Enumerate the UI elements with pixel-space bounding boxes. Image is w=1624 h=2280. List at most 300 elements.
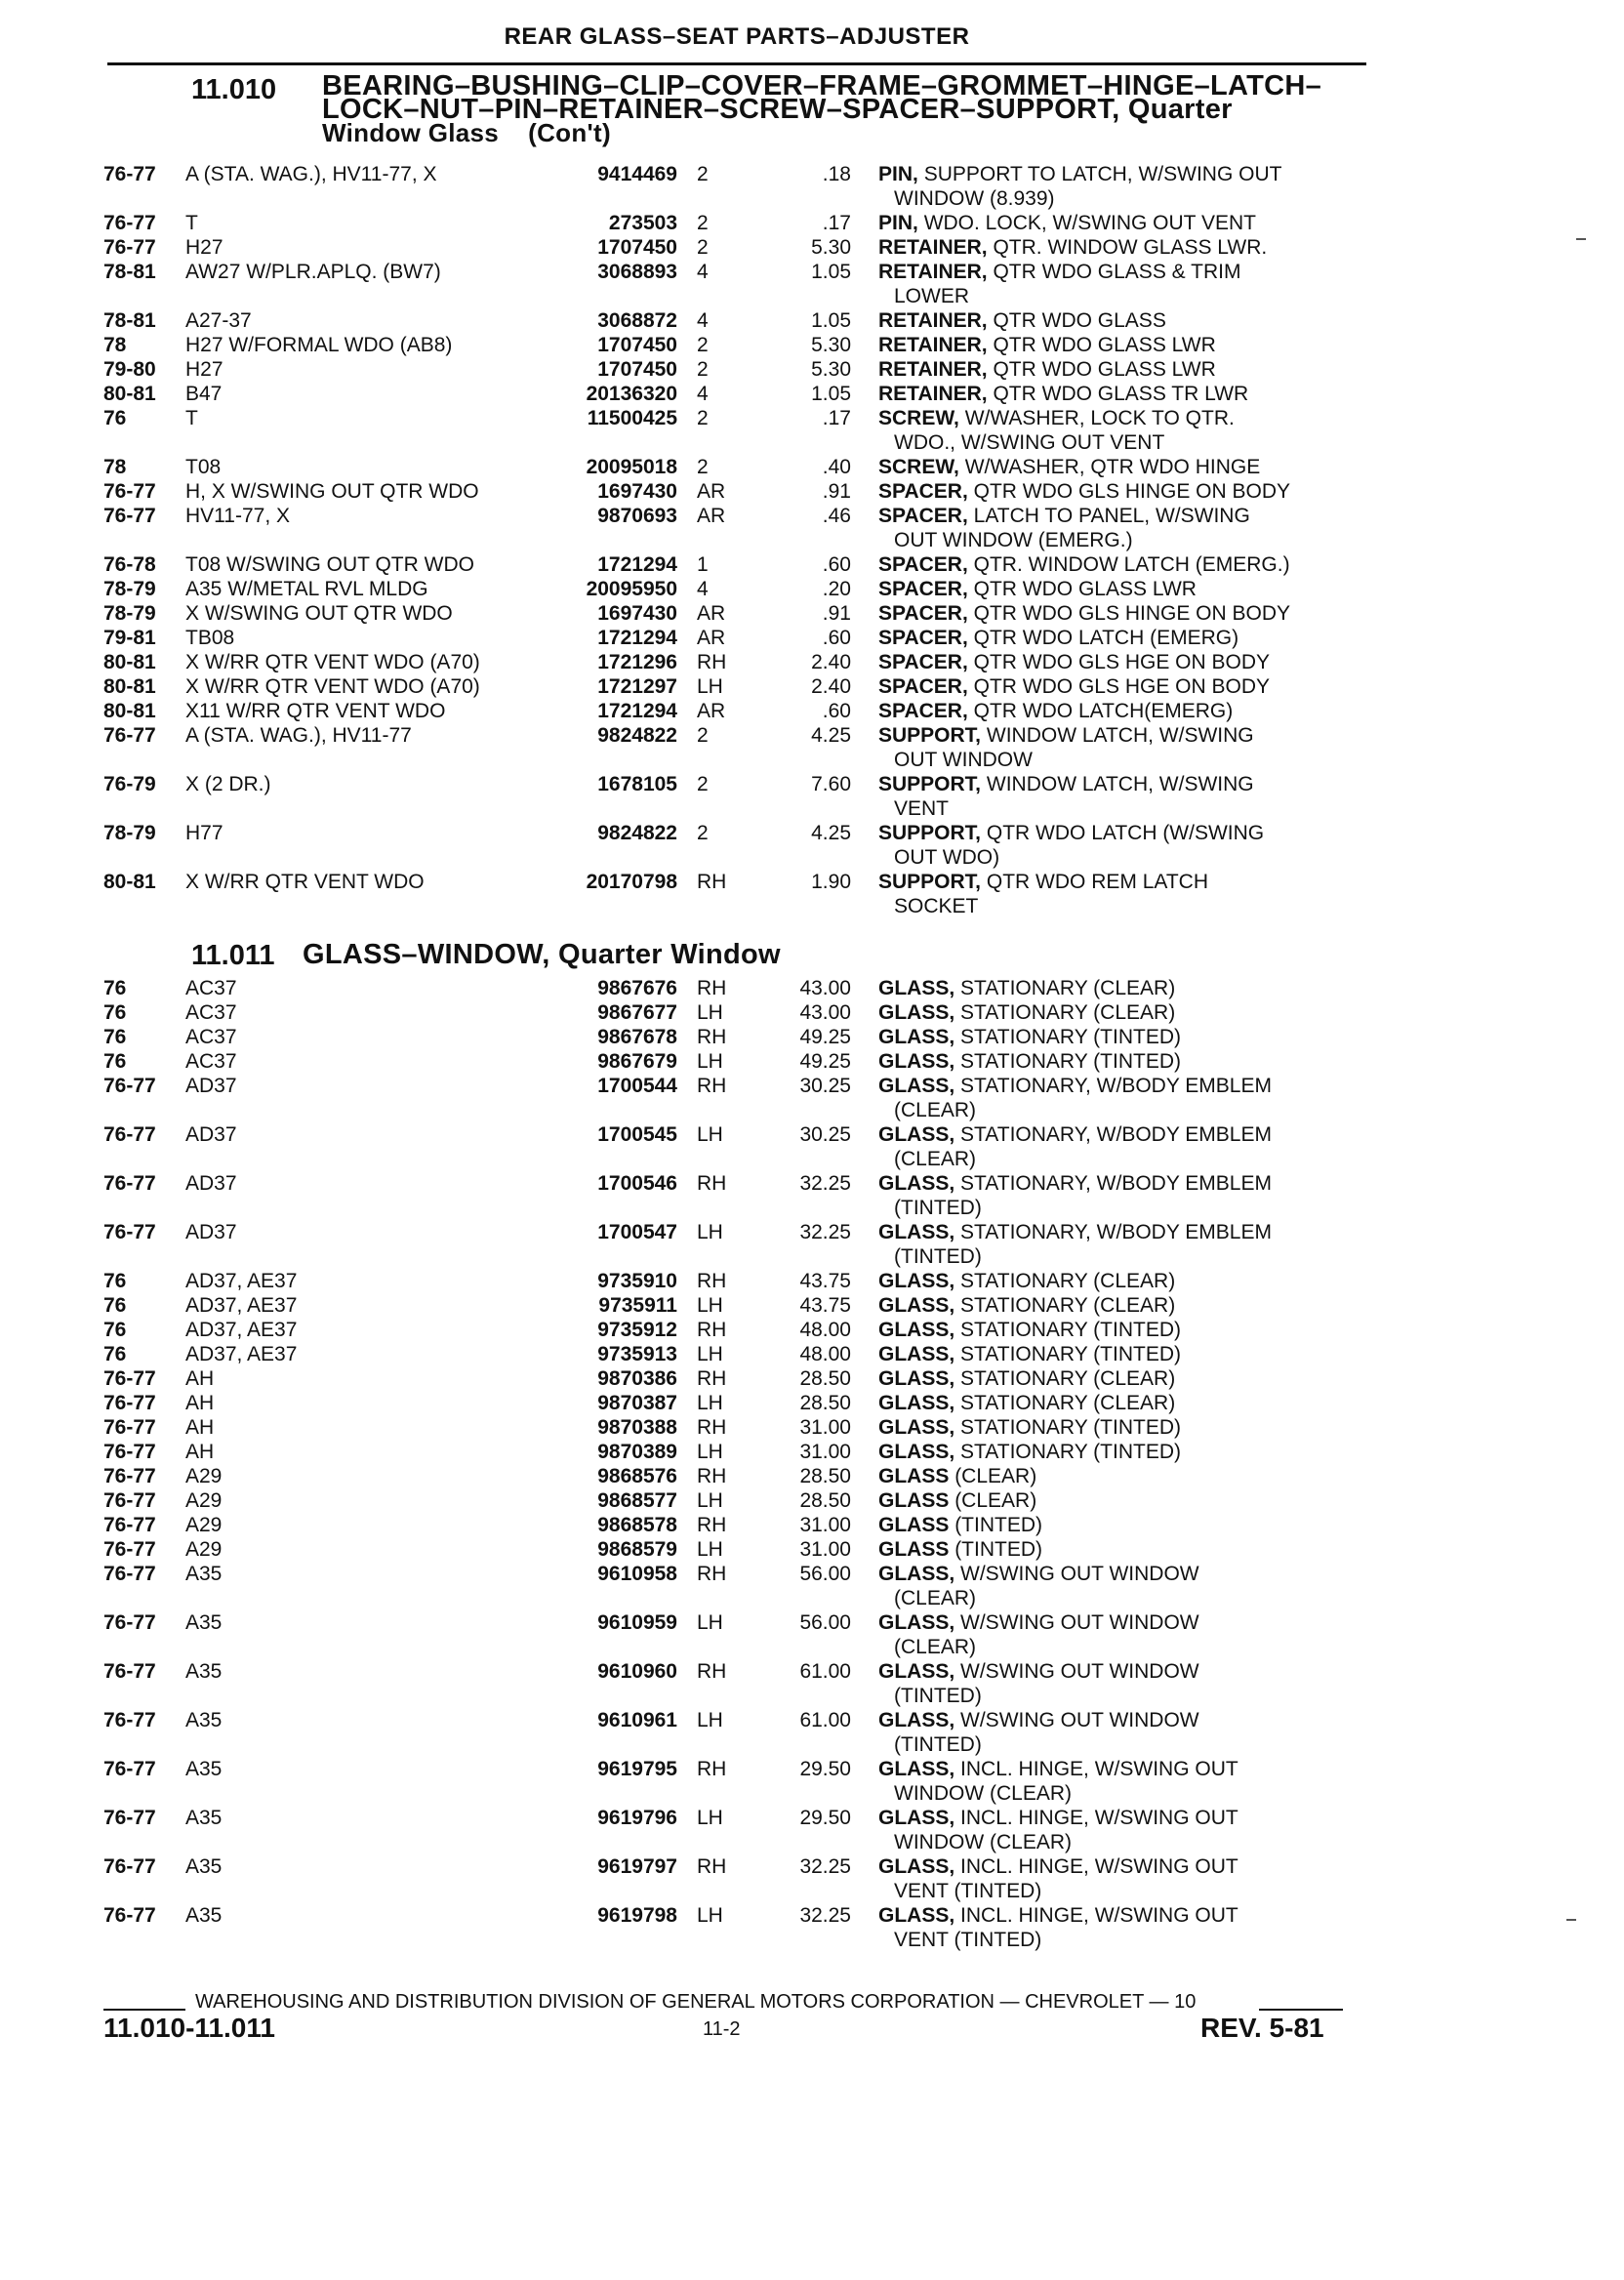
price-cell: 61.00	[799, 1709, 851, 1731]
year-cell: 76-77	[103, 1538, 156, 1561]
description-cell	[878, 1293, 1357, 1318]
year-cell: 79-80	[103, 358, 156, 381]
part-description: INCL. HINGE, W/SWING OUT	[960, 1758, 1238, 1780]
footer-revision: REV. 5-81	[1200, 2013, 1324, 2043]
price-cell: .60	[822, 553, 851, 576]
description-cell	[878, 1488, 1357, 1513]
part-description: STATIONARY, W/BODY EMBLEM	[960, 1172, 1272, 1195]
part-description: QTR WDO GLS HGE ON BODY	[973, 651, 1271, 673]
description-cell	[878, 1903, 1357, 1952]
part-name: GLASS,	[878, 1221, 955, 1243]
part-number-cell: 1707450	[597, 236, 677, 259]
part-number-cell: 9610961	[597, 1709, 677, 1731]
part-name: SPACER,	[878, 578, 968, 600]
price-cell: 48.00	[799, 1319, 851, 1341]
price-cell: 43.00	[799, 977, 851, 999]
model-cell: A (STA. WAG.), HV11-77, X	[185, 163, 437, 185]
part-name: PIN,	[878, 163, 918, 185]
price-cell: 28.50	[799, 1367, 851, 1390]
part-description: STATIONARY, W/BODY EMBLEM	[960, 1075, 1272, 1097]
part-name: RETAINER,	[878, 383, 988, 405]
description-cell	[878, 308, 1357, 333]
model-cell: AC37	[185, 1026, 237, 1048]
description-continuation: (TINTED)	[894, 1733, 982, 1756]
model-cell: X11 W/RR QTR VENT WDO	[185, 700, 446, 722]
model-cell: H77	[185, 822, 223, 844]
model-cell: B47	[185, 383, 223, 405]
part-description: (CLEAR)	[954, 1489, 1037, 1512]
header-rule	[107, 62, 1366, 65]
part-number-cell: 1707450	[597, 358, 677, 381]
description-cell	[878, 650, 1357, 674]
part-number-cell: 20095950	[586, 578, 677, 600]
quantity-cell: RH	[697, 1075, 727, 1097]
part-number-cell: 1678105	[597, 773, 677, 795]
year-cell: 76-77	[103, 1367, 156, 1390]
quantity-cell: RH	[697, 651, 727, 673]
part-number-cell: 9619797	[597, 1855, 677, 1878]
part-name: GLASS,	[878, 1367, 955, 1390]
part-description: STATIONARY (TINTED)	[960, 1441, 1181, 1463]
description-cell	[878, 235, 1357, 260]
part-description: WINDOW LATCH, W/SWING	[986, 773, 1254, 795]
part-description: WDO. LOCK, W/SWING OUT VENT	[923, 212, 1256, 234]
year-cell: 80-81	[103, 383, 156, 405]
part-number-cell: 1697430	[597, 480, 677, 503]
part-name: SPACER,	[878, 505, 968, 527]
description-cell	[878, 1659, 1357, 1708]
part-name: SUPPORT,	[878, 822, 982, 844]
model-cell: X W/SWING OUT QTR WDO	[185, 602, 453, 625]
price-cell: .46	[822, 505, 851, 527]
price-cell: .20	[822, 578, 851, 600]
part-description: QTR WDO REM LATCH	[986, 871, 1208, 893]
price-cell: .40	[822, 456, 851, 478]
quantity-cell: RH	[697, 1319, 727, 1341]
part-name: GLASS	[878, 1465, 950, 1487]
model-cell: H27 W/FORMAL WDO (AB8)	[185, 334, 453, 356]
part-name: GLASS,	[878, 1807, 955, 1829]
model-cell: A35	[185, 1855, 223, 1878]
description-continuation: OUT WINDOW (EMERG.)	[894, 529, 1133, 551]
part-number-cell: 9870389	[597, 1441, 677, 1463]
price-cell: 1.05	[811, 309, 851, 332]
price-cell: .91	[822, 480, 851, 503]
quantity-cell: 2	[697, 773, 709, 795]
part-description: STATIONARY (TINTED)	[960, 1026, 1181, 1048]
part-name: SPACER,	[878, 480, 968, 503]
quantity-cell: RH	[697, 1026, 727, 1048]
part-description: INCL. HINGE, W/SWING OUT	[960, 1904, 1238, 1927]
part-name: GLASS,	[878, 1392, 955, 1414]
description-cell	[878, 357, 1357, 382]
model-cell: A35	[185, 1758, 223, 1780]
quantity-cell: 2	[697, 334, 709, 356]
model-cell: A35	[185, 1709, 223, 1731]
year-cell: 78-81	[103, 261, 156, 283]
description-cell	[878, 626, 1357, 650]
quantity-cell: AR	[697, 627, 726, 649]
year-cell: 76-77	[103, 1758, 156, 1780]
quantity-cell: RH	[697, 1563, 727, 1585]
part-number-cell: 9619795	[597, 1758, 677, 1780]
quantity-cell: LH	[697, 675, 723, 698]
part-description: W/SWING OUT WINDOW	[960, 1563, 1199, 1585]
footer-page-number: 11-2	[703, 2018, 741, 2040]
part-description: QTR WDO GLS HINGE ON BODY	[973, 480, 1291, 503]
price-cell: .17	[822, 212, 851, 234]
price-cell: 31.00	[799, 1538, 851, 1561]
quantity-cell: 4	[697, 383, 709, 405]
part-description: STATIONARY (TINTED)	[960, 1050, 1181, 1073]
description-cell	[878, 1269, 1357, 1293]
part-number-cell: 1700547	[597, 1221, 677, 1243]
model-cell: AD37	[185, 1172, 237, 1195]
quantity-cell: AR	[697, 602, 726, 625]
year-cell: 76	[103, 977, 127, 999]
price-cell: 30.25	[799, 1123, 851, 1146]
part-number-cell: 9867678	[597, 1026, 677, 1048]
model-cell: HV11-77, X	[185, 505, 290, 527]
year-cell: 76-77	[103, 1172, 156, 1195]
year-cell: 76-77	[103, 1904, 156, 1927]
model-cell: X (2 DR.)	[185, 773, 271, 795]
section-number: 11.010	[191, 74, 277, 105]
year-cell: 78-79	[103, 578, 156, 600]
part-description: QTR WDO GLASS TR LWR	[993, 383, 1249, 405]
year-cell: 78-79	[103, 602, 156, 625]
description-cell	[878, 211, 1357, 235]
part-description: STATIONARY (CLEAR)	[960, 1001, 1176, 1024]
price-cell: 61.00	[799, 1660, 851, 1683]
description-cell	[878, 1000, 1357, 1025]
part-number-cell: 9824822	[597, 724, 677, 747]
part-name: RETAINER,	[878, 334, 988, 356]
part-number-cell: 9414469	[597, 163, 677, 185]
model-cell: AC37	[185, 977, 237, 999]
part-number-cell: 9735910	[597, 1270, 677, 1292]
part-description: QTR WDO GLASS & TRIM	[993, 261, 1241, 283]
year-cell: 80-81	[103, 700, 156, 722]
quantity-cell: LH	[697, 1489, 723, 1512]
page-header	[107, 23, 1366, 62]
price-cell: 28.50	[799, 1465, 851, 1487]
price-cell: 28.50	[799, 1392, 851, 1414]
part-description: QTR WDO LATCH (EMERG)	[973, 627, 1239, 649]
part-name: RETAINER,	[878, 309, 988, 332]
model-cell: X W/RR QTR VENT WDO (A70)	[185, 675, 480, 698]
year-cell: 76	[103, 407, 127, 429]
part-number-cell: 9867679	[597, 1050, 677, 1073]
description-continuation: VENT (TINTED)	[894, 1929, 1042, 1951]
description-cell	[878, 1049, 1357, 1074]
part-number-cell: 1721294	[597, 627, 677, 649]
description-cell	[878, 1366, 1357, 1391]
part-name: GLASS,	[878, 1172, 955, 1195]
quantity-cell: LH	[697, 1050, 723, 1073]
part-description: STATIONARY (CLEAR)	[960, 977, 1176, 999]
part-name: GLASS,	[878, 1319, 955, 1341]
section-subtitle: Window Glass (Con't)	[322, 118, 611, 147]
description-continuation: OUT WINDOW	[894, 749, 1033, 771]
model-cell: A35 W/METAL RVL MLDG	[185, 578, 428, 600]
year-cell: 76-77	[103, 1489, 156, 1512]
year-cell: 76	[103, 1270, 127, 1292]
part-description: (CLEAR)	[954, 1465, 1037, 1487]
description-cell	[878, 976, 1357, 1000]
section-heading-11-011	[191, 940, 1070, 973]
model-cell: AH	[185, 1392, 215, 1414]
year-cell: 76	[103, 1294, 127, 1317]
part-number-cell: 9868579	[597, 1538, 677, 1561]
part-name: SUPPORT,	[878, 724, 982, 747]
description-cell	[878, 1122, 1357, 1171]
year-cell: 78-79	[103, 822, 156, 844]
model-cell: AH	[185, 1441, 215, 1463]
price-cell: 43.75	[799, 1270, 851, 1292]
price-cell: 56.00	[799, 1563, 851, 1585]
quantity-cell: 1	[697, 553, 709, 576]
part-description: INCL. HINGE, W/SWING OUT	[960, 1855, 1238, 1878]
part-name: GLASS,	[878, 1660, 955, 1683]
model-cell: AH	[185, 1416, 215, 1439]
description-cell	[878, 821, 1357, 870]
part-number-cell: 20136320	[586, 383, 677, 405]
part-name: GLASS,	[878, 1758, 955, 1780]
year-cell: 76-77	[103, 1660, 156, 1683]
model-cell: H27	[185, 358, 223, 381]
description-cell	[878, 1757, 1357, 1806]
quantity-cell: RH	[697, 1465, 727, 1487]
part-number-cell: 9870387	[597, 1392, 677, 1414]
year-cell: 76-77	[103, 480, 156, 503]
model-cell: AD37, AE37	[185, 1319, 298, 1341]
part-description: QTR. WINDOW GLASS LWR.	[993, 236, 1268, 259]
part-number-cell: 20170798	[586, 871, 677, 893]
footer-rule-right	[1259, 2009, 1343, 2011]
part-description: (TINTED)	[954, 1514, 1043, 1536]
quantity-cell: RH	[697, 1367, 727, 1390]
description-continuation: (TINTED)	[894, 1197, 982, 1219]
part-number-cell: 9735912	[597, 1319, 677, 1341]
part-description: W/SWING OUT WINDOW	[960, 1709, 1199, 1731]
part-description: QTR. WINDOW LATCH (EMERG.)	[973, 553, 1290, 576]
part-number-cell: 1721296	[597, 651, 677, 673]
footer-rule-left	[103, 2009, 185, 2011]
part-description: STATIONARY (TINTED)	[960, 1416, 1181, 1439]
description-cell	[878, 1806, 1357, 1854]
model-cell: AD37, AE37	[185, 1343, 298, 1365]
part-description: SUPPORT TO LATCH, W/SWING OUT	[923, 163, 1282, 185]
model-cell: X W/RR QTR VENT WDO	[185, 871, 425, 893]
price-cell: 32.25	[799, 1172, 851, 1195]
part-name: RETAINER,	[878, 358, 988, 381]
section-title-line: BEARING–BUSHING–CLIP–COVER–FRAME–GROMMET–HINGE–LATCH–	[322, 70, 1322, 102]
part-number-cell: 9868577	[597, 1489, 677, 1512]
year-cell: 76-77	[103, 505, 156, 527]
quantity-cell: LH	[697, 1294, 723, 1317]
part-description: STATIONARY, W/BODY EMBLEM	[960, 1221, 1272, 1243]
price-cell: 32.25	[799, 1855, 851, 1878]
description-cell	[878, 406, 1357, 455]
part-number-cell: 9619796	[597, 1807, 677, 1829]
part-description: STATIONARY, W/BODY EMBLEM	[960, 1123, 1272, 1146]
part-number-cell: 9610960	[597, 1660, 677, 1683]
part-name: PIN,	[878, 212, 918, 234]
description-cell	[878, 1220, 1357, 1269]
part-name: GLASS,	[878, 977, 955, 999]
year-cell: 80-81	[103, 651, 156, 673]
part-number-cell: 9735913	[597, 1343, 677, 1365]
model-cell: AH	[185, 1367, 215, 1390]
quantity-cell: RH	[697, 1660, 727, 1683]
price-cell: 5.30	[811, 334, 851, 356]
price-cell: .18	[822, 163, 851, 185]
part-number-cell: 9867676	[597, 977, 677, 999]
year-cell: 76-77	[103, 1075, 156, 1097]
model-cell: AW27 W/PLR.APLQ. (BW7)	[185, 261, 441, 283]
quantity-cell: 2	[697, 163, 709, 185]
quantity-cell: RH	[697, 1758, 727, 1780]
year-cell: 76	[103, 1319, 127, 1341]
description-continuation: (CLEAR)	[894, 1636, 977, 1658]
part-name: GLASS,	[878, 1563, 955, 1585]
model-cell: AD37	[185, 1221, 237, 1243]
part-name: SPACER,	[878, 651, 968, 673]
price-cell: 1.90	[811, 871, 851, 893]
quantity-cell: LH	[697, 1221, 723, 1243]
part-description: QTR WDO GLASS LWR	[973, 578, 1197, 600]
price-cell: 31.00	[799, 1441, 851, 1463]
price-cell: 43.00	[799, 1001, 851, 1024]
part-description: STATIONARY (CLEAR)	[960, 1367, 1176, 1390]
part-number-cell: 9619798	[597, 1904, 677, 1927]
year-cell: 76	[103, 1001, 127, 1024]
part-description: STATIONARY (CLEAR)	[960, 1294, 1176, 1317]
quantity-cell: RH	[697, 1855, 727, 1878]
price-cell: 29.50	[799, 1758, 851, 1780]
quantity-cell: RH	[697, 1172, 727, 1195]
quantity-cell: LH	[697, 1904, 723, 1927]
description-cell	[878, 260, 1357, 308]
year-cell: 80-81	[103, 871, 156, 893]
model-cell: T08	[185, 456, 222, 478]
description-cell	[878, 1464, 1357, 1488]
description-cell	[878, 1342, 1357, 1366]
model-cell: A (STA. WAG.), HV11-77	[185, 724, 412, 747]
part-description: QTR WDO GLASS LWR	[993, 358, 1216, 381]
quantity-cell: LH	[697, 1001, 723, 1024]
part-name: GLASS,	[878, 1904, 955, 1927]
description-continuation: OUT WDO)	[894, 846, 1000, 869]
quantity-cell: 4	[697, 578, 709, 600]
price-cell: 49.25	[799, 1026, 851, 1048]
part-number-cell: 9868576	[597, 1465, 677, 1487]
year-cell: 76-77	[103, 236, 156, 259]
part-name: GLASS,	[878, 1001, 955, 1024]
model-cell: X W/RR QTR VENT WDO (A70)	[185, 651, 480, 673]
description-cell	[878, 1854, 1357, 1903]
page-title: REAR GLASS–SEAT PARTS–ADJUSTER	[504, 23, 970, 50]
year-cell: 76-77	[103, 1465, 156, 1487]
price-cell: 31.00	[799, 1416, 851, 1439]
quantity-cell: 2	[697, 236, 709, 259]
quantity-cell: RH	[697, 1270, 727, 1292]
part-number-cell: 3068872	[597, 309, 677, 332]
model-cell: A29	[185, 1465, 223, 1487]
model-cell: AD37	[185, 1075, 237, 1097]
quantity-cell: 2	[697, 358, 709, 381]
quantity-cell: 4	[697, 261, 709, 283]
quantity-cell: 2	[697, 407, 709, 429]
description-cell	[878, 1025, 1357, 1049]
year-cell: 76-77	[103, 163, 156, 185]
year-cell: 76-77	[103, 212, 156, 234]
part-name: GLASS	[878, 1489, 950, 1512]
part-description: STATIONARY (CLEAR)	[960, 1270, 1176, 1292]
quantity-cell: 2	[697, 456, 709, 478]
price-cell: 32.25	[799, 1904, 851, 1927]
model-cell: T	[185, 407, 198, 429]
section-title-line: LOCK–NUT–PIN–RETAINER–SCREW–SPACER–SUPPORT, Quarter	[322, 94, 1233, 125]
section-number: 11.011	[191, 940, 275, 971]
description-continuation: (CLEAR)	[894, 1587, 977, 1609]
quantity-cell: LH	[697, 1807, 723, 1829]
price-cell: .17	[822, 407, 851, 429]
part-name: SPACER,	[878, 675, 968, 698]
quantity-cell: LH	[697, 1123, 723, 1146]
price-cell: .60	[822, 700, 851, 722]
description-cell	[878, 333, 1357, 357]
description-continuation: LOWER	[894, 285, 970, 307]
margin-mark	[1566, 1919, 1576, 1921]
year-cell: 76-78	[103, 553, 156, 576]
description-continuation: WINDOW (CLEAR)	[894, 1831, 1072, 1853]
year-cell: 76-77	[103, 1441, 156, 1463]
year-cell: 76-77	[103, 1709, 156, 1731]
part-description: QTR WDO GLASS	[993, 309, 1166, 332]
description-cell	[878, 504, 1357, 552]
year-cell: 79-81	[103, 627, 156, 649]
part-number-cell: 1700544	[597, 1075, 677, 1097]
model-cell: A35	[185, 1807, 223, 1829]
price-cell: .91	[822, 602, 851, 625]
description-continuation: WINDOW (CLEAR)	[894, 1782, 1072, 1805]
part-name: GLASS,	[878, 1855, 955, 1878]
part-name: GLASS,	[878, 1270, 955, 1292]
year-cell: 76	[103, 1050, 127, 1073]
part-name: RETAINER,	[878, 261, 988, 283]
part-description: QTR WDO GLS HGE ON BODY	[973, 675, 1271, 698]
description-continuation: SOCKET	[894, 895, 979, 917]
part-description: STATIONARY (CLEAR)	[960, 1392, 1176, 1414]
part-number-cell: 11500425	[587, 407, 677, 429]
quantity-cell: RH	[697, 1514, 727, 1536]
part-name: GLASS	[878, 1514, 950, 1536]
year-cell: 76-77	[103, 1563, 156, 1585]
description-cell	[878, 1391, 1357, 1415]
year-cell: 76-77	[103, 1514, 156, 1536]
part-name: SPACER,	[878, 627, 968, 649]
part-description: QTR WDO GLS HINGE ON BODY	[973, 602, 1291, 625]
margin-mark	[1576, 238, 1586, 240]
year-cell: 76-77	[103, 1123, 156, 1146]
quantity-cell: 2	[697, 212, 709, 234]
description-cell	[878, 1415, 1357, 1440]
year-cell: 76-79	[103, 773, 156, 795]
quantity-cell: LH	[697, 1611, 723, 1634]
price-cell: 1.05	[811, 261, 851, 283]
